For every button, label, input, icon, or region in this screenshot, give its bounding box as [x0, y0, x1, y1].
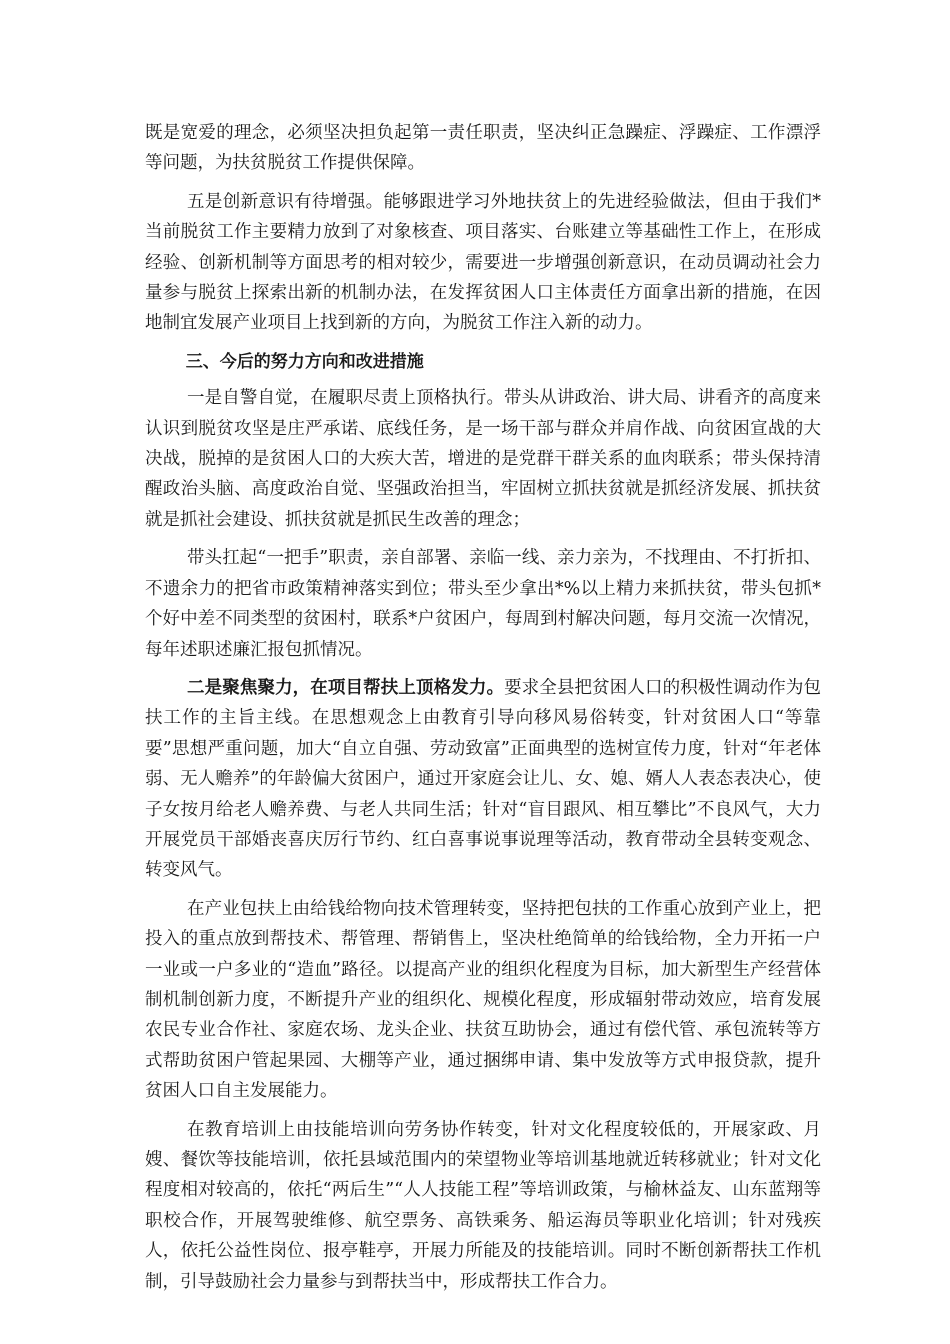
paragraph-point-two	[145, 673, 821, 886]
section-heading-3: 三、今后的努力方向和改进措施	[185, 351, 424, 372]
paragraph-point-five: 五是创新意识有待增强。能够跟进学习外地扶贫上的先进经验做法，但由于我们*当前脱贫工作主要精力放到了对象核查、项目落实、台账建立等基础性工作上，在形成经验、创新机制等方面思考的相对较少，需要进一步增强创新意识，在动员调动社会力量参与脱贫上探索出新的机制办法，在发挥贫困人口主体责任方面拿出新的措施，在因地制宜发展产业项目上找到新的方向，为脱贫工作注入新的动力。	[145, 191, 821, 334]
paragraph-intro-continued: 既是宽爱的理念，必须坚决担负起第一责任职责，坚决纠正急躁症、浮躁症、工作漂浮等问题，为扶贫脱贫工作提供保障。	[145, 123, 821, 174]
paragraph-education: 在教育培训上由技能培训向劳务协作转变，针对文化程度较低的，开展家政、月嫂、餐饮等技能培训，依托县域范围内的荣望物业等培训基地就近转移就业；针对文化程度相对较高的，依托“两后生”“人人技能工程”等培训政策，与榆林益友、山东蓝翔等职校合作，开展驾驶维修、航空票务、高铁乘务、船运海员等职业化培训；针对残疾人，依托公益性岗位、报亭鞋亭，开展力所能及的技能培训。同时不断创新帮扶工作机制，引导鼓励社会力量参与到帮扶当中，形成帮扶工作合力。	[145, 1119, 821, 1292]
point-two-body: 要求全县把贫困人口的积极性调动作为包扶工作的主旨主线。在思想观念上由教育引导向移风易俗转变，针对贫困人口“等靠要”思想严重问题，加大“自立自强、劳动致富”正面典型的选树宣传力度，针对“年老体弱、无人赡养”的年龄偏大贫困户，通过开家庭会让儿、女、媳、婿人人表态表决心，使子女按月给老人赡养费、与老人共同生活；针对“盲目跟风、相互攀比”不良风气，大力开展党员干部婚丧喜庆厉行节约、红白喜事说事说理等活动，教育带动全县转变观念、转变风气。	[145, 677, 822, 881]
paragraph-point-one: 一是自警自觉，在履职尽责上顶格执行。带头从讲政治、讲大局、讲看齐的高度来认识到脱贫攻坚是庄严承诺、底线任务，是一场干部与群众并肩作战、向贫困宣战的大决战，脱掉的是贫困人口的大疾大苦，增进的是党群干群关系的血肉联系；带头保持清醒政治头脑、高度政治自觉、坚强政治担当，牢固树立抓扶贫就是抓经济发展、抓扶贫就是抓社会建设、抓扶贫就是抓民生改善的理念；	[145, 388, 821, 530]
point-two-lead: 二是聚焦聚力，在项目帮扶上顶格发力。	[187, 677, 505, 698]
paragraph-point-one-continued: 带头扛起“一把手”职责，亲自部署、亲临一线、亲力亲为，不找理由、不打折扣、不遗余力的把省市政策精神落实到位；带头至少拿出*%以上精力来抓扶贫，带头包抓*个好中差不同类型的贫困村，联系*户贫困户，每周到村解决问题，每月交流一次情况，每年述职述廉汇报包抓情况。	[145, 548, 821, 660]
paragraph-industry: 在产业包扶上由给钱给物向技术管理转变，坚持把包扶的工作重心放到产业上，把投入的重点放到帮技术、帮管理、帮销售上，坚决杜绝简单的给钱给物，全力开拓一户一业或一户多业的“造血”路径。以提高产业的组织化程度为目标，加大新型生产经营体制机制创新力度，不断提升产业的组织化、规模化程度，形成辐射带动效应，培育发展农民专业合作社、家庭农场、龙头企业、扶贫互助协会，通过有偿代管、承包流转等方式帮助贫困户管起果园、大棚等产业，通过捆绑申请、集中发放等方式申报贷款，提升贫困人口自主发展能力。	[145, 898, 821, 1102]
document-page	[145, 118, 821, 1305]
